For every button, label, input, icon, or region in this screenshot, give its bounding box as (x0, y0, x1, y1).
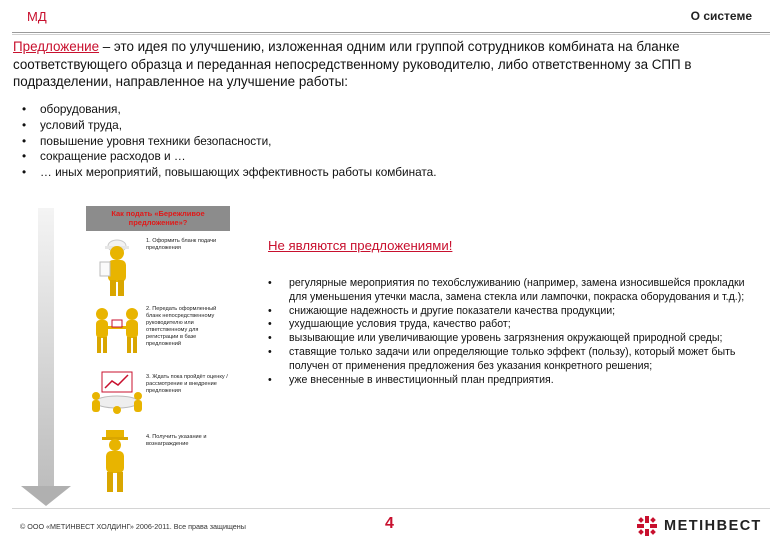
step-2: 2. Передать оформленный бланк непосредственному руководителю или ответственному для регистрации в базе предложений (146, 306, 217, 347)
definition-text: – это идея по улучшению, изложенная одним или группой сотрудников комбината на бланке соответствующего образца и переданная непосредственному руководителю, либо ответственному за СПП в подразделении, направленное на улучшение работы: (13, 39, 692, 89)
header-divider-secondary (12, 34, 770, 35)
process-arrow-head (21, 486, 71, 506)
list-item: • регулярные мероприятия по техобслуживанию (например, замена износившейся прокладки для уменьшения утечки масла, замена стекла или лампочки, покраска оборудования и т.д.); (268, 277, 758, 305)
company-logo (636, 515, 762, 537)
step-1: 1. Оформить бланк подачи предложения (146, 238, 217, 251)
copyright-text: © ООО «МЕТИНВЕСТ ХОЛДИНГ» 2006-2011. Все права защищены (20, 522, 246, 531)
list-item: • уже внесенные в инвестиционный план предприятия. (268, 374, 758, 388)
process-arrow-shaft (38, 208, 54, 488)
list-item: • условий труда, (22, 118, 437, 134)
logo-wordmark: МЕТІНВЕСТ (664, 518, 762, 534)
header-divider (12, 32, 770, 33)
improvement-areas-list (22, 102, 437, 181)
list-item: • повышение уровня техники безопасности, (22, 134, 437, 150)
list-item: • ставящие только задачи или определяющие только эффект (пользу), который может быть получен от применения предложения без указания конкретного решения; (268, 346, 758, 374)
step-4: 4. Получить указание и вознаграждение (146, 434, 207, 447)
metinvest-logo-icon (636, 515, 658, 537)
definition-paragraph (13, 38, 773, 91)
handshake-icon (88, 304, 146, 356)
not-proposals-title: Не являются предложениями! (268, 238, 453, 253)
list-item: • сокращение расходов и … (22, 149, 437, 165)
list-item: • ухудшающие условия труда, качество работ; (268, 318, 758, 332)
definition-term: Предложение (13, 39, 100, 54)
header-left-label: МД (27, 9, 47, 24)
meeting-table-icon (88, 366, 146, 416)
step-3: 3. Ждать пока пройдёт оценку / рассмотрение и внедрение предложения (146, 374, 228, 394)
list-item: • … иных мероприятий, повышающих эффективность работы комбината. (22, 165, 437, 181)
not-proposals-list (268, 277, 758, 387)
award-figure-icon (90, 428, 140, 494)
list-item: • вызывающие или увеличивающие уровень загрязнения окружающей природной среды; (268, 332, 758, 346)
footer-divider (12, 508, 770, 509)
panel-title: Как подать «Бережливое предложение»? (86, 206, 230, 231)
how-to-submit-panel (86, 206, 230, 496)
header-right-title: О системе (690, 9, 752, 23)
page-number: 4 (385, 515, 394, 532)
list-item: • снижающие надежность и другие показатели качества продукции; (268, 305, 758, 319)
worker-helmet-icon (90, 234, 144, 298)
list-item: • оборудования, (22, 102, 437, 118)
